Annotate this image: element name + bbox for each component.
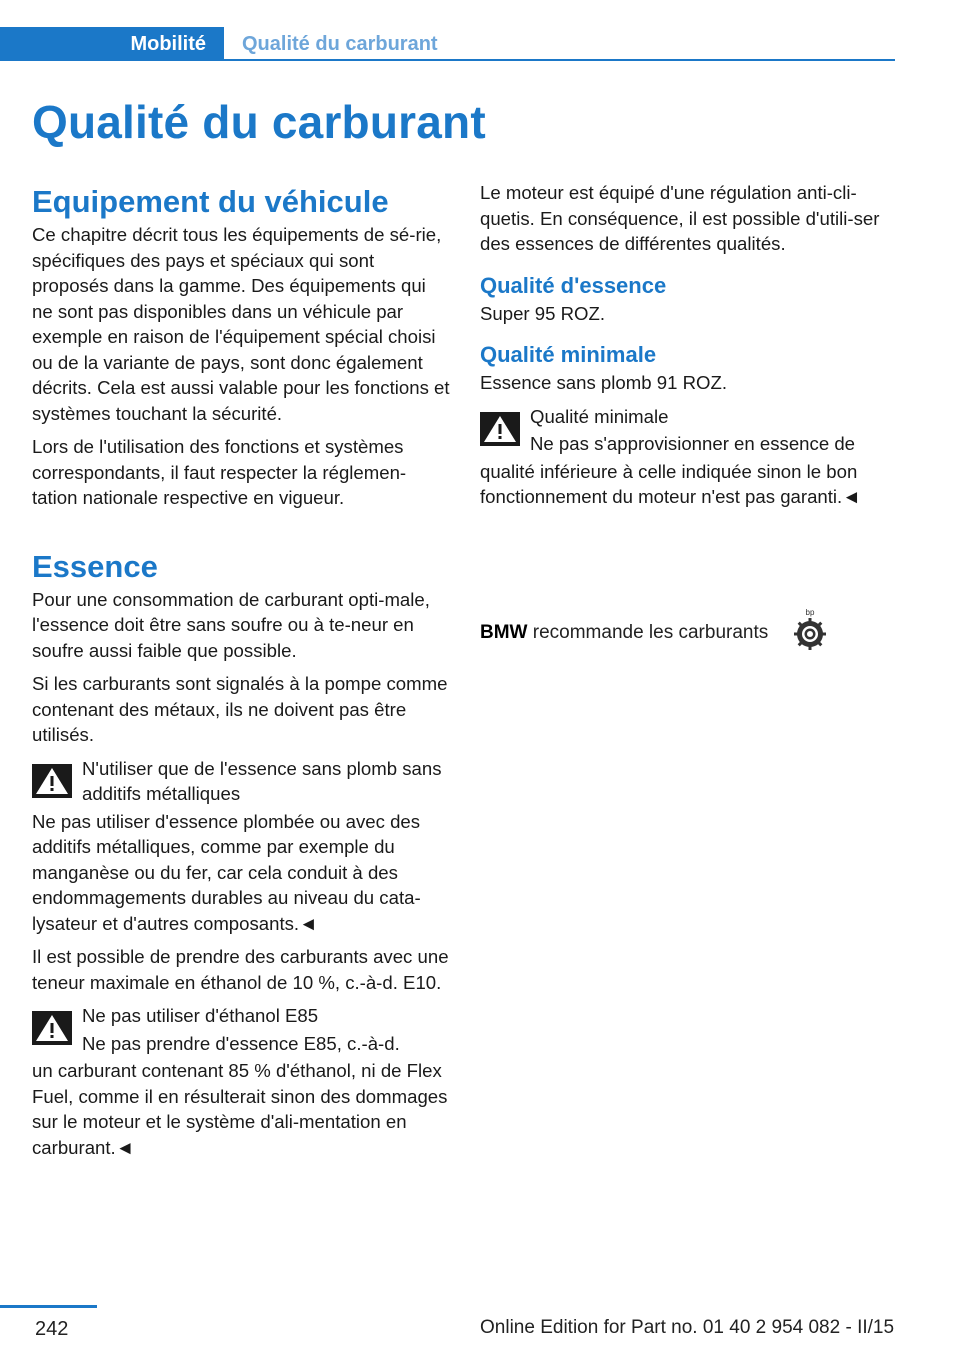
warning-icon [32,1011,72,1045]
warning-body: un carburant contenant 85 % d'éthanol, ni de Flex Fuel, comme il en résulterait sinon des dommages sur le moteur et le système d'ali-mentation en carburant.◄ [32,1060,448,1158]
footer-divider [0,1305,97,1308]
bp-wordmark: bp [805,608,815,617]
heading-qualite-minimale: Qualité minimale [480,342,657,367]
warning-title: N'utiliser que de l'essence sans plomb sans additifs métalliques [82,757,442,804]
brand-name: BMW [480,622,528,643]
warning-block [32,756,450,807]
paragraph: Essence sans plomb 91 ROZ. [480,372,727,393]
paragraph: Le moteur est équipé d'une régulation anti-cli-quetis. En conséquence, il est possible d'utili-ser des essences de différentes qualités. [480,182,880,254]
paragraph: Ce chapitre décrit tous les équipements de sé-rie, spécifiques des pays et spéciaux qui sont proposés dans la gamme. Des équipements qui ne sont pas disponibles dans un véhicule par exemple en raison de l'équipement spécial choisi ou de la variante de pays, sont donc également décrits. Cela est aussi valable pour les fonctions et systèmes touchant la sécurité. [32,224,450,424]
heading-equipement: Equipement du véhicule [32,184,389,219]
right-column [480,180,898,518]
heading-essence: Essence [32,548,158,584]
header-divider [224,59,895,61]
warning-block [480,404,898,457]
paragraph: Pour une consommation de carburant opti-male, l'essence doit être sans soufre ou à te-neur en soufre aussi faible que possible. [32,588,430,661]
paragraph: Super 95 ROZ. [480,302,606,324]
page-title: Qualité du carburant [32,96,486,148]
section-tab-label: Mobilité [130,32,206,55]
section-tab [0,27,224,61]
left-column [32,182,450,1168]
recommendation-label: recommande les carburants [527,622,769,643]
warning-icon [32,764,72,798]
recommendation-text [480,622,768,644]
paragraph: Si les carburants sont signalés à la pompe comme contenant des métaux, ils ne doivent pas être utilisés. [32,673,448,745]
paragraph: Il est possible de prendre des carburants avec une teneur maximale en éthanol de 10 %, c.-à-d. E10. [32,946,449,993]
page-number: 242 [35,1318,69,1340]
warning-icon [480,412,520,446]
warning-body: Ne pas utiliser d'essence plombée ou avec des additifs métalliques, comme par exemple du manganèse ou du fer, car cela conduit à des endommagements durables au niveau du cata-lysateur et d'autres composants.◄ [32,810,421,934]
heading-qualite-essence: Qualité d'essence [480,272,667,298]
topic-tab: Qualité du carburant [242,33,438,55]
warning-title: Qualité minimale [530,405,669,427]
warning-line: Ne pas prendre d'essence E85, c.-à-d. [82,1032,400,1054]
warning-line: Ne pas s'approvisionner en essence de [530,433,856,454]
bmw-bp-recommendation [480,606,900,654]
page-header [0,27,895,61]
bp-helios-logo [792,606,828,650]
paragraph: Lors de l'utilisation des fonctions et systèmes correspondants, il faut respecter la réglemen-tation nationale respective en vigueur. [32,436,407,508]
warning-block [32,1003,450,1056]
warning-body: qualité inférieure à celle indiquée sinon le bon fonctionnement du moteur n'est pas garanti.◄ [480,460,861,507]
edition-note: Online Edition for Part no. 01 40 2 954 082 - II/15 [480,1317,895,1338]
warning-title: Ne pas utiliser d'éthanol E85 [82,1005,319,1026]
spacer [32,519,450,547]
